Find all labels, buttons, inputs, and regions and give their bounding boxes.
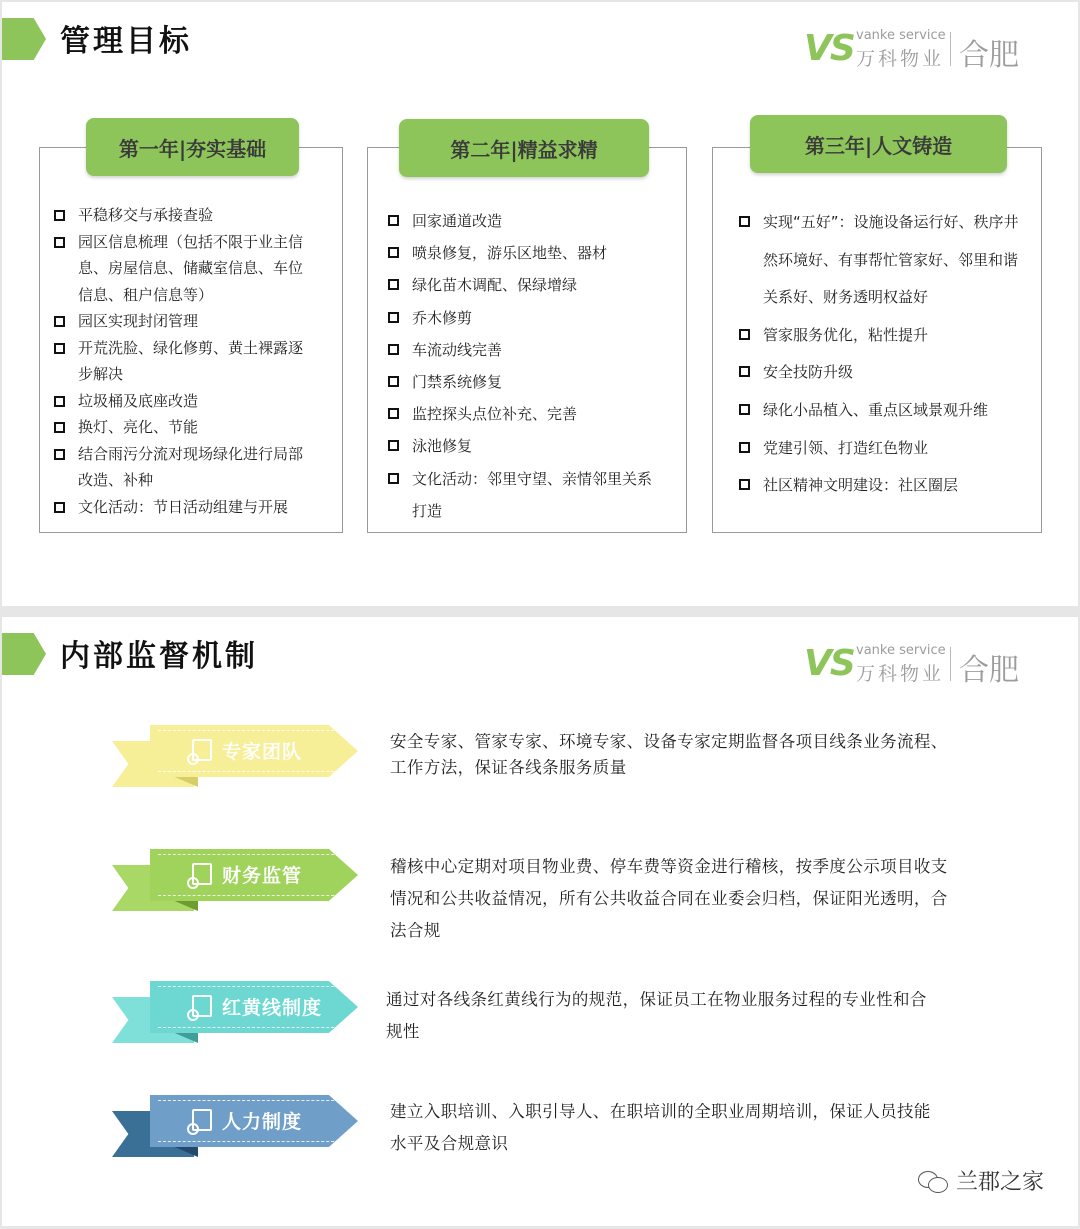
list-item: 社区精神文明建设：社区圈层 (739, 467, 1019, 505)
list-item: 喷泉修复，游乐区地垫、器材 (388, 237, 658, 269)
hand-document-icon (192, 739, 212, 761)
title-arrow-icon (2, 18, 46, 60)
list-item: 换灯、亮化、节能 (54, 414, 316, 441)
goal-header-year-3: 第三年|人文铸造 (750, 115, 1007, 173)
list-item: 文化活动：邻里守望、亲情邻里关系打造 (388, 463, 658, 527)
row-description: 建立入职培训、入职引导人、在职培训的全职业周期培训，保证人员技能水平及合规意识 (390, 1102, 931, 1153)
hand-document-icon (192, 863, 212, 885)
list-item: 泳池修复 (388, 430, 658, 462)
ribbon-label: 财务监管 (222, 865, 303, 887)
list-item: 安全技防升级 (739, 354, 1019, 392)
goal-box-year-3 (712, 147, 1042, 533)
logo-divider (950, 647, 951, 681)
list-item: 绿化小品植入、重点区域景观升维 (739, 392, 1019, 430)
goal-list-year-3 (739, 204, 1019, 505)
vanke-logo (804, 22, 1034, 72)
ribbon-financial-supervision (110, 829, 360, 919)
vanke-logo (804, 637, 1034, 687)
logo-city: 合肥 (959, 38, 1019, 73)
hand-document-icon (192, 1109, 212, 1131)
list-item: 乔木修剪 (388, 302, 658, 334)
row-description: 稽核中心定期对项目物业费、停车费等资金进行稽核，按季度公示项目收支情况和公共收益情况，所有公共收益合同在业委会归档，保证阳光透明，合法合规 (390, 857, 948, 940)
ribbon-label: 专家团队 (222, 741, 303, 763)
list-item: 实现“五好”：设施设备运行好、秩序井然环境好、有事帮忙管家好、邻里和谐关系好、财务透明权益好 (739, 204, 1019, 317)
watermark-text: 兰郡之家 (955, 1170, 1044, 1195)
goal-box-year-1 (39, 147, 343, 533)
list-item: 结合雨污分流对现场绿化进行局部改造、补种 (54, 441, 316, 494)
row-description: 安全专家、管家专家、环境专家、设备专家定期监督各项目线条业务流程、工作方法，保证各线条服务质量 (390, 732, 948, 777)
row-description: 通过对各线条红黄线行为的规范，保证员工在物业服务过程的专业性和合规性 (386, 990, 927, 1041)
goal-list-year-1 (54, 202, 316, 520)
list-item: 监控探头点位补充、完善 (388, 398, 658, 430)
logo-english: vanke service (856, 28, 946, 43)
wechat-watermark (918, 1165, 1044, 1196)
list-item: 园区信息梳理（包括不限于业主信息、房屋信息、储藏室信息、车位信息、租户信息等） (54, 229, 316, 309)
list-item: 门禁系统修复 (388, 366, 658, 398)
logo-english: vanke service (856, 643, 946, 658)
hand-document-icon (192, 995, 212, 1017)
list-item: 绿化苗木调配、保绿增绿 (388, 269, 658, 301)
list-item: 文化活动：节日活动组建与开展 (54, 494, 316, 521)
slide-title: 内部监督机制 (60, 639, 258, 674)
logo-chinese: 万科物业 (856, 663, 945, 685)
slide-title: 管理目标 (60, 24, 192, 59)
vs-logo-icon: VS (804, 28, 854, 69)
vs-logo-icon: VS (804, 643, 854, 684)
logo-chinese: 万科物业 (856, 48, 945, 70)
list-item: 平稳移交与承接查验 (54, 202, 316, 229)
ribbon-label: 人力制度 (222, 1111, 303, 1133)
title-arrow-icon (2, 633, 46, 675)
list-item: 垃圾桶及底座改造 (54, 388, 316, 415)
list-item: 管家服务优化，粘性提升 (739, 317, 1019, 355)
list-item: 党建引领、打造红色物业 (739, 430, 1019, 468)
slide-internal-supervision (2, 617, 1078, 1226)
goal-header-year-2: 第二年|精益求精 (399, 119, 649, 177)
list-item: 回家通道改造 (388, 205, 658, 237)
ribbon-hr-system (110, 1075, 360, 1165)
ribbon-label: 红黄线制度 (222, 997, 323, 1019)
list-item: 开荒洗脸、绿化修剪、黄土裸露逐步解决 (54, 335, 316, 388)
goal-box-year-2 (367, 147, 687, 533)
goal-list-year-2 (388, 205, 658, 527)
logo-city: 合肥 (959, 653, 1019, 688)
logo-divider (950, 32, 951, 66)
slide-management-goals (2, 2, 1078, 606)
ribbon-red-yellow-line (110, 961, 360, 1051)
ribbon-expert-team (110, 705, 360, 795)
list-item: 园区实现封闭管理 (54, 308, 316, 335)
goal-header-year-1: 第一年|夯实基础 (86, 118, 299, 176)
list-item: 车流动线完善 (388, 334, 658, 366)
wechat-icon (918, 1169, 948, 1193)
